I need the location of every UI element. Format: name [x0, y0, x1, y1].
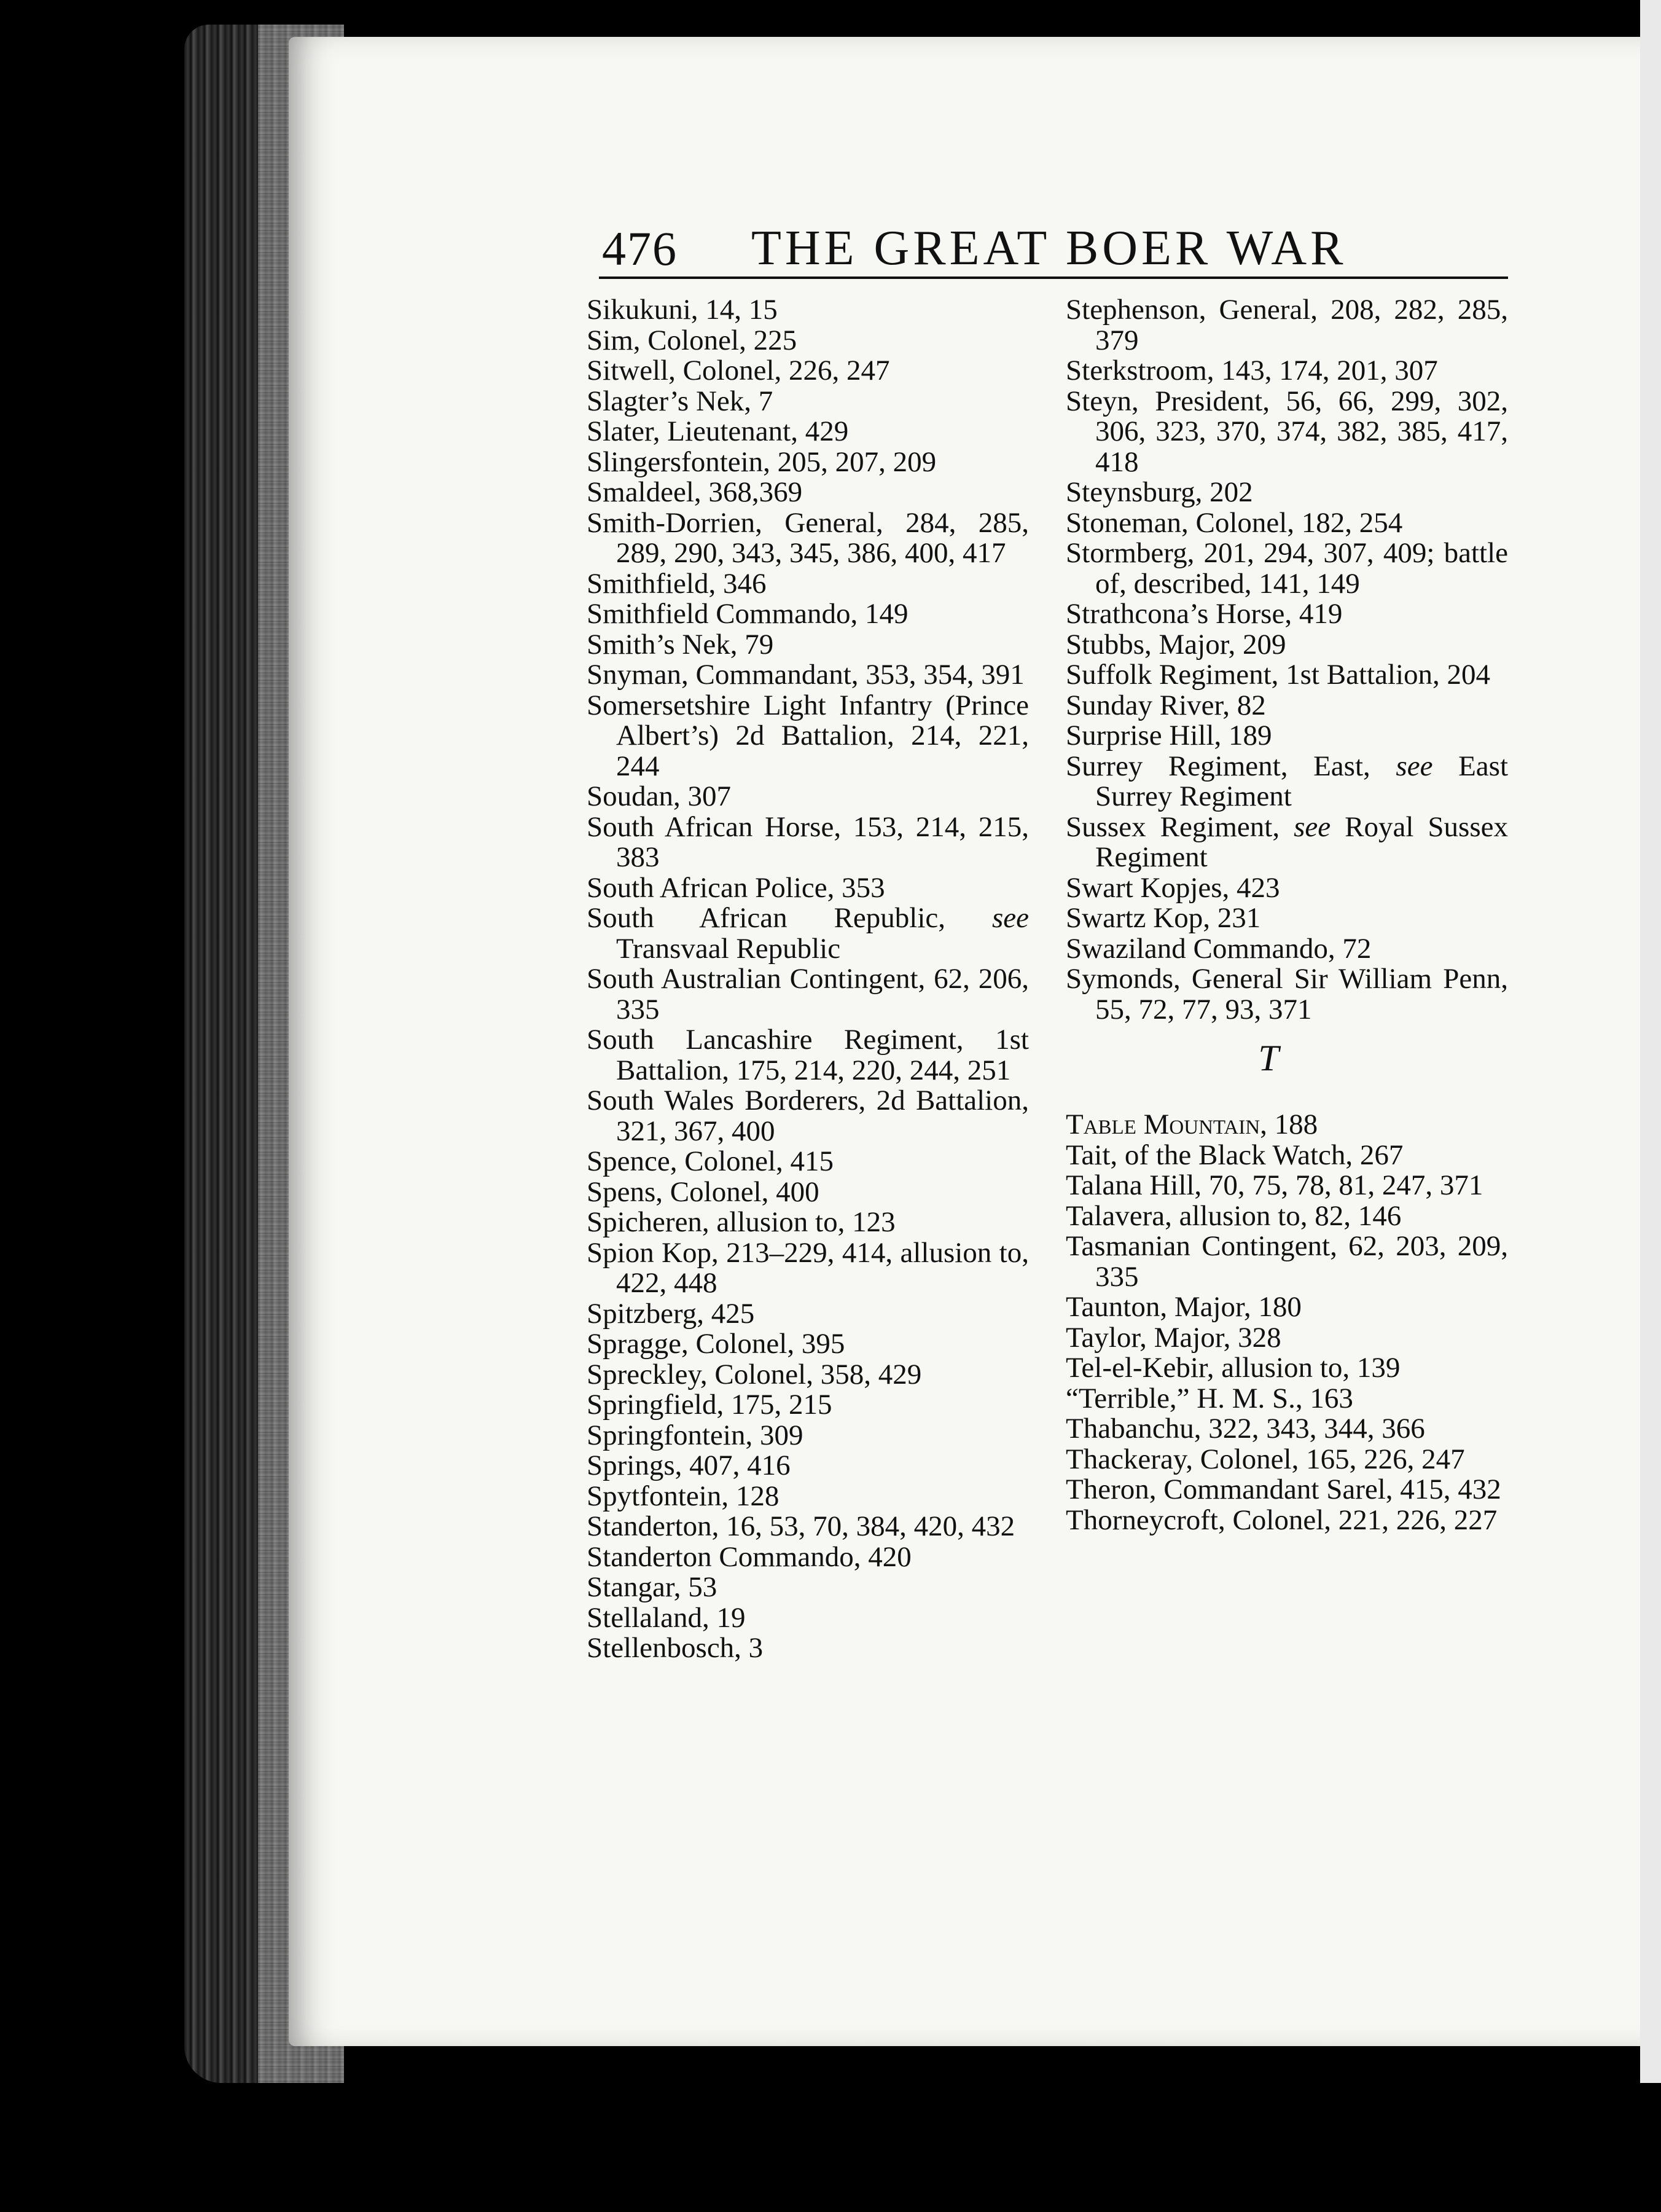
index-entry: Smith-Dorrien, General, 284, 285, 289, 290, 343, 345, 386, 400, 417 [587, 506, 1029, 569]
index-column-left [587, 295, 1029, 1664]
index-entry: Stubbs, Major, 209 [1066, 628, 1286, 661]
index-entry: Spens, Colonel, 400 [587, 1175, 819, 1208]
index-entry: Stormberg, 201, 294, 307, 409; battle of, described, 141, 149 [1066, 537, 1508, 600]
index-entry: Thabanchu, 322, 343, 344, 366 [1066, 1413, 1425, 1445]
index-entry: Soudan, 307 [587, 780, 731, 812]
index-entry: Steyn, President, 56, 66, 299, 302, 306, 323, 370, 374, 382, 385, 417, 418 [1066, 385, 1508, 478]
index-entry: Thackeray, Colonel, 165, 226, 247 [1066, 1443, 1465, 1475]
index-entry: Smaldeel, 368,369 [587, 476, 803, 508]
index-t-entries [1066, 1140, 1508, 1536]
index-entry: Sunday River, 82 [1066, 689, 1266, 721]
index-entry: South Australian Contingent, 62, 206, 335 [587, 963, 1029, 1026]
index-entry: Talana Hill, 70, 75, 78, 81, 247, 371 [1066, 1169, 1483, 1201]
index-entry: Slater, Lieutenant, 429 [587, 415, 849, 447]
section-letter-t: T [1258, 1038, 1279, 1078]
page-title: THE GREAT BOER WAR [751, 221, 1347, 275]
index-entry: Standerton, 16, 53, 70, 384, 420, 432 [587, 1510, 1015, 1542]
index-entry: Taunton, Major, 180 [1066, 1291, 1302, 1323]
index-entry: Taylor, Major, 328 [1066, 1321, 1281, 1354]
index-entry: Surrey Regiment, East, see East Surrey Regiment [1066, 750, 1509, 812]
index-entry: South African Police, 353 [587, 871, 885, 904]
index-entry: Spragge, Colonel, 395 [587, 1328, 845, 1360]
index-entry: Swart Kopjes, 423 [1066, 871, 1280, 904]
index-entry: Stoneman, Colonel, 182, 254 [1066, 506, 1403, 539]
index-entry: Springfontein, 309 [587, 1419, 803, 1451]
index-entry: Spicheren, allusion to, 123 [587, 1206, 896, 1238]
index-entry: Sussex Regiment, see Royal Sussex Regiment [1066, 810, 1508, 873]
index-entry: South African Horse, 153, 214, 215, 383 [587, 810, 1029, 873]
index-entry: Strathcona’s Horse, 419 [1066, 598, 1343, 630]
see-reference: see [1294, 810, 1331, 843]
index-column-right [1066, 295, 1508, 1535]
index-entry: Tasmanian Contingent, 62, 203, 209, 335 [1066, 1230, 1508, 1293]
index-entry: Smithfield Commando, 149 [587, 598, 909, 630]
index-entry: Spreckley, Colonel, 358, 429 [587, 1358, 922, 1390]
index-entry: Theron, Commandant Sarel, 415, 432 [1066, 1473, 1501, 1505]
index-entry: Springs, 407, 416 [587, 1449, 791, 1481]
index-entry: Spytfontein, 128 [587, 1480, 780, 1512]
index-entry-pages: , 188 [1260, 1108, 1318, 1140]
index-entry: Swartz Kop, 231 [1066, 902, 1261, 934]
running-header [602, 203, 1511, 276]
index-entry: Stangar, 53 [587, 1571, 717, 1603]
index-entry: South African Republic, see Transvaal Republic [587, 902, 1029, 965]
index-entry: Symonds, General Sir William Penn, 55, 72, 77, 93, 371 [1066, 963, 1508, 1026]
index-entry: Sim, Colonel, 225 [587, 324, 797, 356]
index-entry: Surprise Hill, 189 [1066, 720, 1272, 751]
index-entry: Tel-el-Kebir, allusion to, 139 [1066, 1352, 1401, 1384]
index-entry: Thorneycroft, Colonel, 221, 226, 227 [1066, 1504, 1498, 1536]
index-entry: Slingersfontein, 205, 207, 209 [587, 445, 937, 478]
index-entry: Smithfield, 346 [587, 567, 767, 600]
index-entry: Spion Kop, 213–229, 414, allusion to, 422, 448 [587, 1236, 1029, 1299]
index-entry: “Terrible,” H. M. S., 163 [1066, 1382, 1353, 1414]
index-entry: Somersetshire Light Infantry (Prince Albert’s) 2d Battalion, 214, 221, 244 [587, 689, 1029, 782]
index-entry: Spitzberg, 425 [587, 1297, 755, 1330]
index-entry: Standerton Commando, 420 [587, 1540, 912, 1573]
index-entry [1066, 1110, 1508, 1140]
index-entry: Springfield, 175, 215 [587, 1389, 832, 1421]
index-entry: Snyman, Commandant, 353, 354, 391 [587, 659, 1025, 691]
index-entry: Spence, Colonel, 415 [587, 1145, 834, 1177]
index-entry: Slagter’s Nek, 7 [587, 385, 773, 417]
index-entry: South Wales Borderers, 2d Battalion, 321, 367, 400 [587, 1084, 1029, 1147]
index-entry: Stephenson, General, 208, 282, 285, 379 [1066, 294, 1508, 356]
page-number: 476 [602, 222, 678, 275]
index-entry: Smith’s Nek, 79 [587, 628, 774, 661]
index-entry: Sikukuni, 14, 15 [587, 294, 778, 326]
index-entry-name: Table Mountain [1066, 1108, 1260, 1140]
index-s-entries [1066, 295, 1508, 1025]
index-entry: Sterkstroom, 143, 174, 201, 307 [1066, 355, 1438, 386]
index-entry: Swaziland Commando, 72 [1066, 932, 1372, 965]
index-entry: Tait, of the Black Watch, 267 [1066, 1139, 1404, 1171]
index-entry: South Lancashire Regiment, 1st Battalion, 175, 214, 220, 244, 251 [587, 1024, 1029, 1086]
index-entry: Talavera, allusion to, 82, 146 [1066, 1199, 1402, 1232]
index-entry: Stellenbosch, 3 [587, 1632, 764, 1664]
next-page-edge [1640, 0, 1661, 2083]
index-entry: Sitwell, Colonel, 226, 247 [587, 355, 890, 386]
index-entry: Steynsburg, 202 [1066, 476, 1253, 508]
index-entry: Stellaland, 19 [587, 1601, 746, 1634]
header-rule [599, 276, 1508, 279]
index-entry: Suffolk Regiment, 1st Battalion, 204 [1066, 659, 1491, 691]
see-reference: see [991, 902, 1029, 934]
see-reference: see [1396, 750, 1433, 782]
